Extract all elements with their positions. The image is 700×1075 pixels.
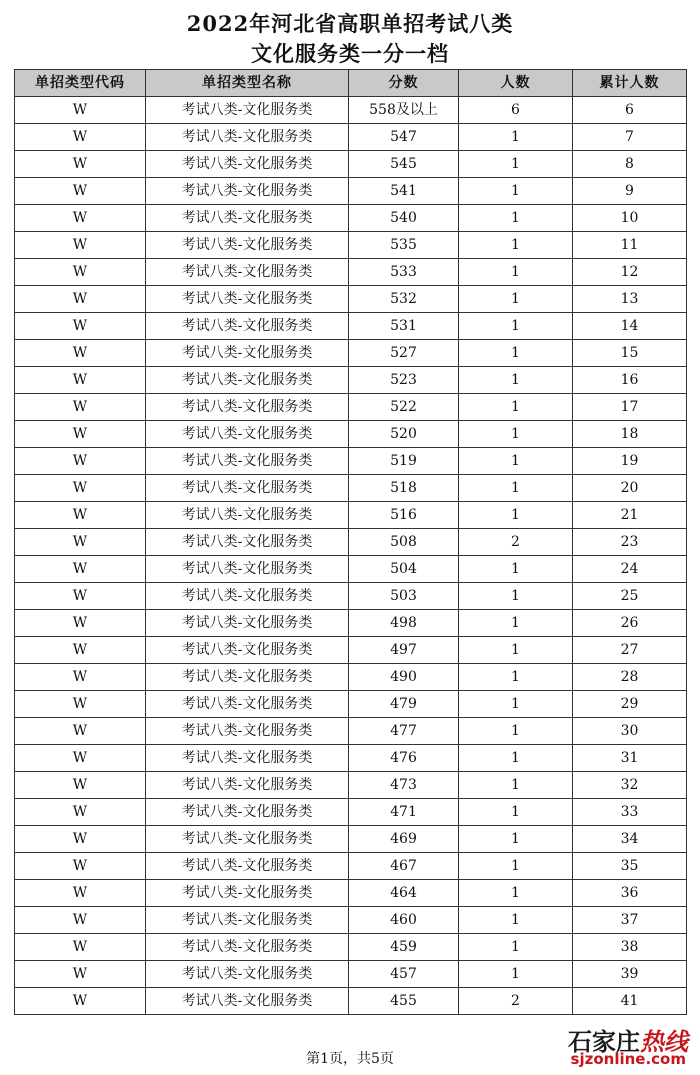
cell-type-name: 考试八类-文化服务类 [146,259,349,286]
cell-type-name: 考试八类-文化服务类 [146,772,349,799]
cell-cumulative: 10 [573,205,687,232]
cell-cumulative: 27 [573,637,687,664]
cell-count: 6 [459,97,573,124]
table-row [15,313,687,340]
table-header-row [15,70,687,97]
cell-score: 464 [349,880,459,907]
cell-type-name: 考试八类-文化服务类 [146,637,349,664]
cell-type-code: W [15,961,146,988]
table-row [15,745,687,772]
cell-count: 1 [459,691,573,718]
cell-type-code: W [15,745,146,772]
cell-type-code: W [15,340,146,367]
table-row [15,772,687,799]
cell-type-name: 考试八类-文化服务类 [146,907,349,934]
cell-type-code: W [15,907,146,934]
site-watermark [542,1022,692,1072]
cell-type-name: 考试八类-文化服务类 [146,529,349,556]
cell-cumulative: 7 [573,124,687,151]
cell-count: 1 [459,853,573,880]
cell-count: 1 [459,394,573,421]
table-row [15,97,687,124]
table-row [15,799,687,826]
cell-score: 504 [349,556,459,583]
cell-count: 1 [459,313,573,340]
table-body [15,97,687,1015]
table-row [15,448,687,475]
cell-count: 1 [459,583,573,610]
cell-count: 1 [459,286,573,313]
cell-count: 1 [459,502,573,529]
cell-type-code: W [15,853,146,880]
cell-type-name: 考试八类-文化服务类 [146,583,349,610]
cell-count: 1 [459,340,573,367]
cell-type-name: 考试八类-文化服务类 [146,988,349,1015]
cell-type-name: 考试八类-文化服务类 [146,610,349,637]
cell-cumulative: 18 [573,421,687,448]
header-score: 分数 [349,70,459,97]
cell-score: 460 [349,907,459,934]
table-row [15,853,687,880]
cell-type-name: 考试八类-文化服务类 [146,718,349,745]
table-row [15,637,687,664]
table-row [15,394,687,421]
cell-cumulative: 15 [573,340,687,367]
cell-score: 508 [349,529,459,556]
cell-type-code: W [15,934,146,961]
cell-type-name: 考试八类-文化服务类 [146,691,349,718]
cell-cumulative: 8 [573,151,687,178]
table-row [15,880,687,907]
cell-type-name: 考试八类-文化服务类 [146,286,349,313]
page-subtitle: 文化服务类一分一档 [251,41,449,66]
cell-score: 473 [349,772,459,799]
header-count: 人数 [459,70,573,97]
cell-cumulative: 36 [573,880,687,907]
cell-cumulative: 19 [573,448,687,475]
cell-type-code: W [15,313,146,340]
cell-cumulative: 17 [573,394,687,421]
cell-count: 1 [459,475,573,502]
cell-count: 1 [459,448,573,475]
cell-score: 531 [349,313,459,340]
cell-cumulative: 9 [573,178,687,205]
cell-count: 1 [459,610,573,637]
cell-type-code: W [15,637,146,664]
cell-cumulative: 28 [573,664,687,691]
cell-count: 1 [459,232,573,259]
cell-cumulative: 13 [573,286,687,313]
cell-score: 503 [349,583,459,610]
cell-count: 1 [459,907,573,934]
cell-type-code: W [15,718,146,745]
cell-type-code: W [15,259,146,286]
cell-type-code: W [15,97,146,124]
cell-count: 1 [459,556,573,583]
table-row [15,961,687,988]
cell-type-name: 考试八类-文化服务类 [146,826,349,853]
cell-score: 541 [349,178,459,205]
cell-type-code: W [15,151,146,178]
cell-count: 1 [459,367,573,394]
table-row [15,286,687,313]
cell-count: 1 [459,961,573,988]
cell-type-code: W [15,583,146,610]
cell-score: 533 [349,259,459,286]
cell-cumulative: 16 [573,367,687,394]
cell-cumulative: 32 [573,772,687,799]
cell-type-code: W [15,421,146,448]
table-row [15,151,687,178]
cell-type-code: W [15,826,146,853]
cell-count: 1 [459,178,573,205]
cell-count: 1 [459,772,573,799]
cell-type-code: W [15,286,146,313]
cell-type-code: W [15,664,146,691]
cell-count: 1 [459,880,573,907]
cell-cumulative: 6 [573,97,687,124]
cell-score: 471 [349,799,459,826]
cell-type-code: W [15,394,146,421]
cell-score: 519 [349,448,459,475]
cell-type-name: 考试八类-文化服务类 [146,664,349,691]
cell-count: 1 [459,124,573,151]
cell-type-code: W [15,205,146,232]
cell-score: 479 [349,691,459,718]
cell-score: 455 [349,988,459,1015]
cell-score: 545 [349,151,459,178]
cell-cumulative: 26 [573,610,687,637]
cell-count: 1 [459,826,573,853]
cell-cumulative: 41 [573,988,687,1015]
cell-score: 498 [349,610,459,637]
table-row [15,475,687,502]
table-row [15,583,687,610]
cell-type-code: W [15,178,146,205]
cell-cumulative: 39 [573,961,687,988]
cell-cumulative: 29 [573,691,687,718]
cell-count: 1 [459,718,573,745]
cell-type-code: W [15,448,146,475]
cell-type-name: 考试八类-文化服务类 [146,205,349,232]
table-row [15,826,687,853]
cell-type-code: W [15,367,146,394]
cell-score: 527 [349,340,459,367]
header-cumulative: 累计人数 [573,70,687,97]
header-type-name: 单招类型名称 [146,70,349,97]
cell-score: 467 [349,853,459,880]
cell-cumulative: 34 [573,826,687,853]
cell-type-name: 考试八类-文化服务类 [146,232,349,259]
cell-type-code: W [15,880,146,907]
cell-score: 558及以上 [349,97,459,124]
table-row [15,178,687,205]
cell-cumulative: 14 [573,313,687,340]
table-row [15,232,687,259]
cell-type-name: 考试八类-文化服务类 [146,97,349,124]
cell-score: 520 [349,421,459,448]
cell-type-code: W [15,232,146,259]
table-row [15,502,687,529]
cell-count: 1 [459,799,573,826]
cell-type-name: 考试八类-文化服务类 [146,178,349,205]
table-row [15,340,687,367]
table-row [15,664,687,691]
cell-score: 457 [349,961,459,988]
cell-score: 523 [349,367,459,394]
cell-type-name: 考试八类-文化服务类 [146,151,349,178]
table-row [15,421,687,448]
cell-type-name: 考试八类-文化服务类 [146,394,349,421]
cell-cumulative: 20 [573,475,687,502]
cell-cumulative: 11 [573,232,687,259]
table-row [15,988,687,1015]
cell-type-name: 考试八类-文化服务类 [146,367,349,394]
watermark-name-accent: 热线 [640,1028,688,1056]
table-row [15,556,687,583]
table-row [15,610,687,637]
table-row [15,934,687,961]
cell-cumulative: 37 [573,907,687,934]
header-type-code: 单招类型代码 [15,70,146,97]
cell-count: 1 [459,205,573,232]
table-row [15,205,687,232]
cell-score: 532 [349,286,459,313]
cell-type-code: W [15,124,146,151]
cell-count: 1 [459,151,573,178]
cell-type-name: 考试八类-文化服务类 [146,124,349,151]
cell-count: 1 [459,745,573,772]
table-row [15,124,687,151]
cell-type-code: W [15,772,146,799]
cell-type-name: 考试八类-文化服务类 [146,880,349,907]
cell-type-name: 考试八类-文化服务类 [146,475,349,502]
cell-type-code: W [15,475,146,502]
cell-type-name: 考试八类-文化服务类 [146,853,349,880]
cell-type-name: 考试八类-文化服务类 [146,961,349,988]
cell-cumulative: 24 [573,556,687,583]
cell-score: 497 [349,637,459,664]
cell-cumulative: 23 [573,529,687,556]
table-row [15,907,687,934]
table-row [15,718,687,745]
cell-score: 459 [349,934,459,961]
cell-score: 522 [349,394,459,421]
cell-score: 535 [349,232,459,259]
cell-type-name: 考试八类-文化服务类 [146,799,349,826]
cell-count: 1 [459,421,573,448]
table-row [15,367,687,394]
cell-score: 477 [349,718,459,745]
cell-type-name: 考试八类-文化服务类 [146,745,349,772]
cell-type-code: W [15,610,146,637]
cell-type-code: W [15,988,146,1015]
cell-score: 516 [349,502,459,529]
cell-type-code: W [15,691,146,718]
cell-type-name: 考试八类-文化服务类 [146,502,349,529]
cell-type-name: 考试八类-文化服务类 [146,934,349,961]
cell-type-name: 考试八类-文化服务类 [146,313,349,340]
page-title: 2022年河北省高职单招考试八类 [186,11,514,36]
cell-score: 518 [349,475,459,502]
cell-score: 490 [349,664,459,691]
cell-cumulative: 30 [573,718,687,745]
cell-count: 1 [459,259,573,286]
cell-type-code: W [15,529,146,556]
score-table [14,69,687,1015]
cell-score: 547 [349,124,459,151]
watermark-name: 石家庄 [568,1028,640,1056]
cell-type-name: 考试八类-文化服务类 [146,556,349,583]
cell-cumulative: 25 [573,583,687,610]
cell-type-name: 考试八类-文化服务类 [146,340,349,367]
cell-count: 1 [459,664,573,691]
watermark-url: sjzonline.com [570,1050,686,1068]
cell-count: 1 [459,637,573,664]
cell-cumulative: 35 [573,853,687,880]
table-row [15,691,687,718]
page-footer: 第1页，共5页 [306,1051,394,1067]
cell-cumulative: 31 [573,745,687,772]
cell-type-code: W [15,556,146,583]
cell-count: 1 [459,934,573,961]
cell-type-name: 考试八类-文化服务类 [146,421,349,448]
cell-score: 476 [349,745,459,772]
cell-cumulative: 12 [573,259,687,286]
cell-score: 469 [349,826,459,853]
cell-type-name: 考试八类-文化服务类 [146,448,349,475]
cell-score: 540 [349,205,459,232]
cell-cumulative: 38 [573,934,687,961]
cell-cumulative: 21 [573,502,687,529]
cell-count: 2 [459,529,573,556]
table-row [15,529,687,556]
cell-count: 2 [459,988,573,1015]
cell-cumulative: 33 [573,799,687,826]
table-row [15,259,687,286]
cell-type-code: W [15,502,146,529]
cell-type-code: W [15,799,146,826]
